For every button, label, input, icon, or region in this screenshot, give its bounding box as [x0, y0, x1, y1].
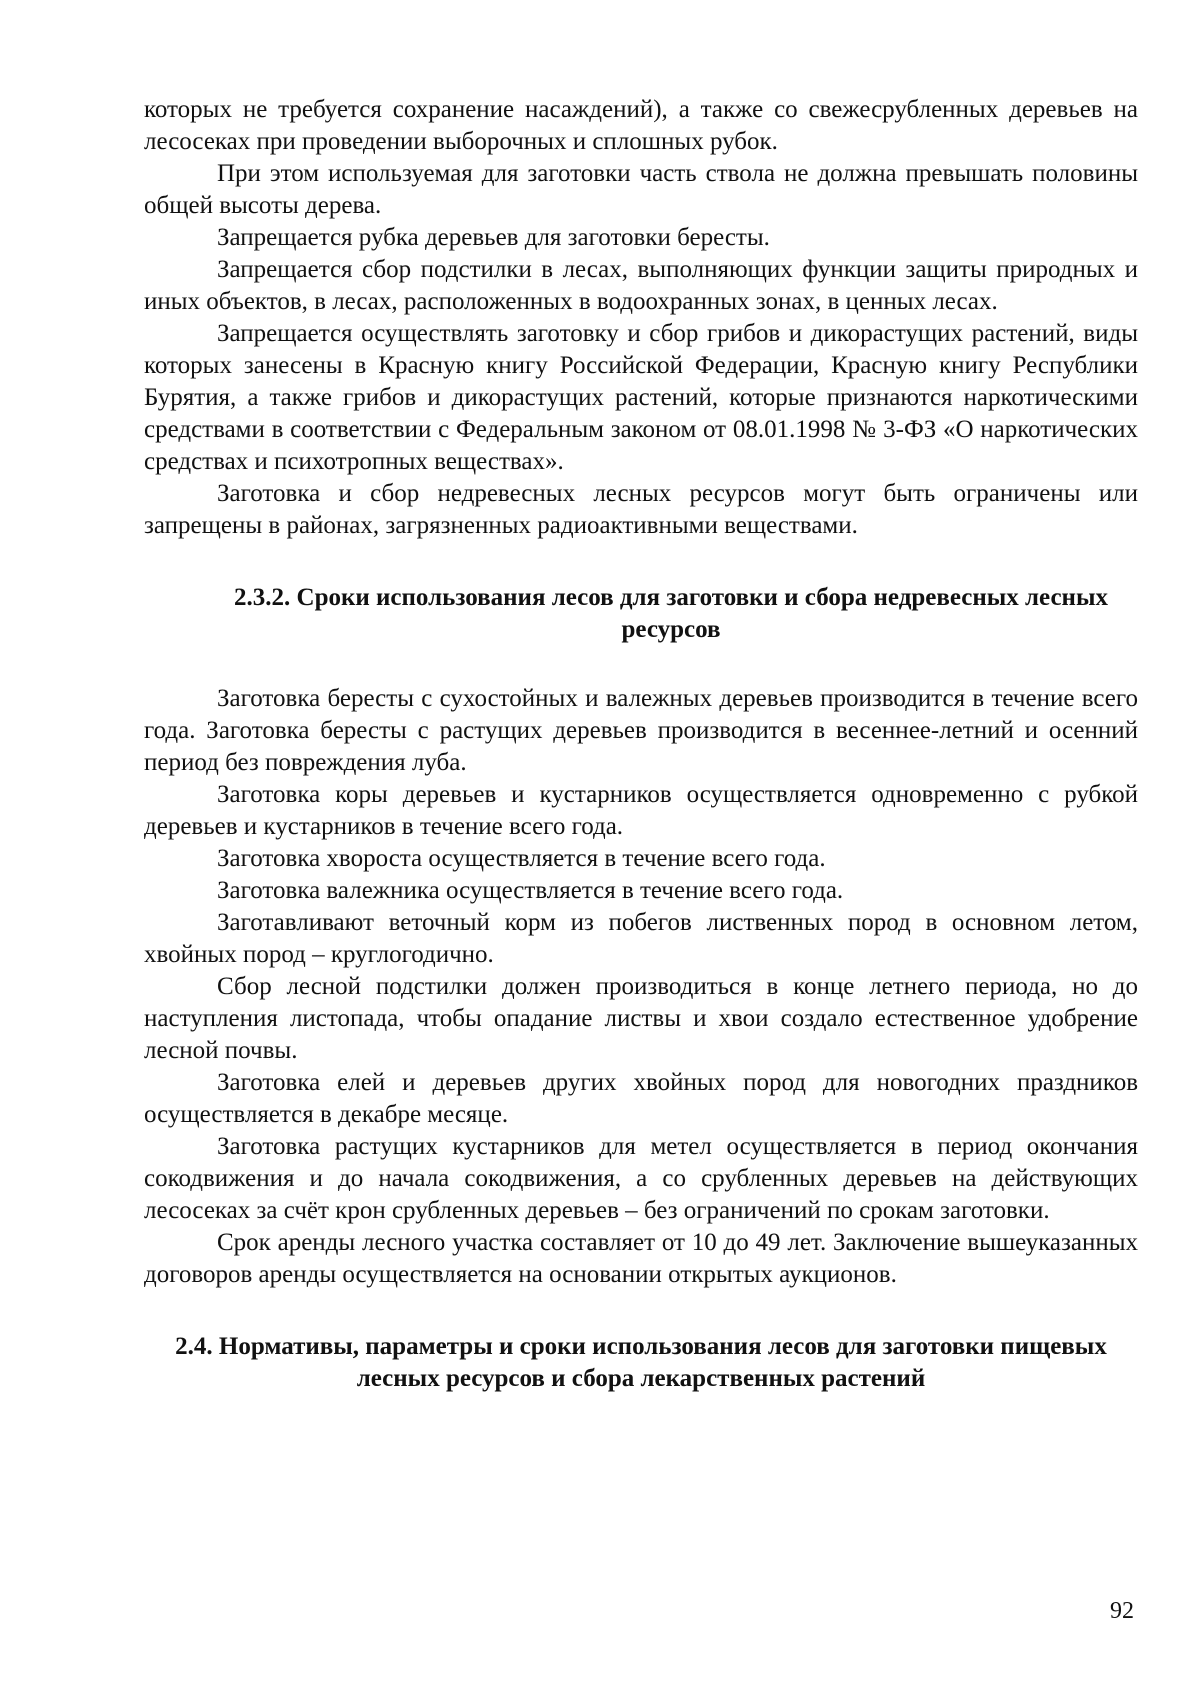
section-heading-2-3-2: 2.3.2. Сроки использования лесов для заготовки и сбора недревесных лесных ресурсов [234, 584, 1108, 643]
paragraph: Запрещается сбор подстилки в лесах, выполняющих функции защиты природных и иных объектов, в лесах, расположенных в водоохранных зонах, в ценных лесах. [144, 256, 1138, 315]
paragraph: Заготовка елей и деревьев других хвойных пород для новогодних праздников осуществляется в декабре месяце. [144, 1069, 1138, 1128]
paragraph: Заготовка хвороста осуществляется в течение всего года. [217, 845, 826, 872]
paragraph: Запрещается осуществлять заготовку и сбор грибов и дикорастущих растений, виды которых занесены в Красную книгу Российской Федерации, Красную книгу Республики Бурятия, а также грибов и дикорастущих растений, которые признаются наркотическими средствами в соответствии с Федеральным законом от 08.01.1998 № 3-ФЗ «О наркотических средствах и психотропных веществах». [144, 320, 1138, 475]
section-heading-2-4: 2.4. Нормативы, параметры и сроки использования лесов для заготовки пищевых лесных ресурсов и сбора лекарственных растений [175, 1333, 1107, 1392]
paragraph: которых не требуется сохранение насаждений), а также со свежесрубленных деревьев на лесосеках при проведении выборочных и сплошных рубок. [144, 96, 1138, 155]
paragraph: Заготовка и сбор недревесных лесных ресурсов могут быть ограничены или запрещены в районах, загрязненных радиоактивными веществами. [144, 480, 1138, 539]
page-content [144, 94, 1138, 1395]
paragraph: Заготовка коры деревьев и кустарников осуществляется одновременно с рубкой деревьев и кустарников в течение всего года. [144, 781, 1138, 840]
paragraph: Срок аренды лесного участка составляет от 10 до 49 лет. Заключение вышеуказанных договоров аренды осуществляется на основании открытых аукционов. [144, 1229, 1138, 1288]
paragraph: Заготовка валежника осуществляется в течение всего года. [217, 877, 844, 904]
page-number: 92 [1110, 1598, 1134, 1624]
paragraph: Заготовка растущих кустарников для метел осуществляется в период окончания сокодвижения и до начала сокодвижения, а со срубленных деревьев на действующих лесосеках за счёт крон срубленных деревьев – без ограничений по срокам заготовки. [144, 1133, 1138, 1224]
paragraph: Заготовка бересты с сухостойных и валежных деревьев производится в течение всего года. Заготовка бересты с растущих деревьев производится в весеннее-летний и осенний период без повреждения луба. [144, 685, 1138, 776]
paragraph: Заготавливают веточный корм из побегов лиственных пород в основном летом, хвойных пород – круглогодично. [144, 909, 1138, 968]
paragraph: При этом используемая для заготовки часть ствола не должна превышать половины общей высоты дерева. [144, 160, 1138, 219]
paragraph: Сбор лесной подстилки должен производиться в конце летнего периода, но до наступления листопада, чтобы опадание листвы и хвои создало естественное удобрение лесной почвы. [144, 973, 1138, 1064]
paragraph: Запрещается рубка деревьев для заготовки бересты. [217, 224, 770, 251]
